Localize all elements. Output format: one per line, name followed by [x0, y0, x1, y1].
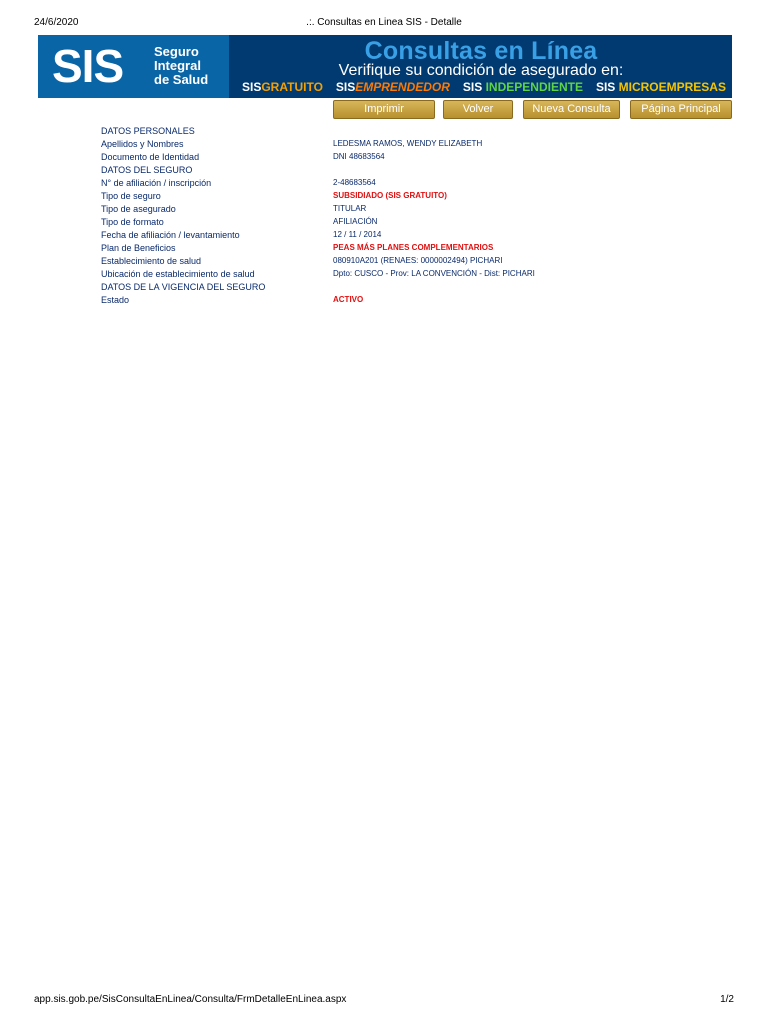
row-afiliacion — [101, 177, 661, 190]
status-value: ACTIVO — [333, 295, 364, 304]
field-label: Tipo de formato — [101, 217, 164, 227]
section-datos-seguro — [101, 164, 661, 177]
row-ubicacion — [101, 268, 661, 281]
field-value: DNI 48683564 — [333, 152, 385, 161]
program-microempresas: SIS MICROEMPRESAS — [595, 80, 726, 94]
section-heading: DATOS PERSONALES — [101, 126, 195, 136]
print-header — [34, 17, 734, 31]
print-url: app.sis.gob.pe/SisConsultaEnLinea/Consulta/FrmDetalleEnLinea.aspx — [34, 994, 347, 1005]
page-number: 1/2 — [720, 994, 734, 1005]
detail-table — [101, 125, 661, 307]
logo-line-3: de Salud — [154, 72, 209, 87]
field-value: 080910A201 (RENAES: 0000002494) PICHARI — [333, 256, 503, 265]
imprimir-button[interactable]: Imprimir — [333, 100, 435, 119]
field-label: Plan de Beneficios — [101, 243, 176, 253]
logo-line-2: Integral — [154, 58, 201, 73]
section-heading: DATOS DEL SEGURO — [101, 165, 193, 175]
logo-mark: SIS — [52, 40, 124, 92]
field-value: SUBSIDIADO (SIS GRATUITO) — [333, 191, 447, 200]
row-estado — [101, 294, 661, 307]
field-label: Establecimiento de salud — [101, 256, 202, 266]
row-documento — [101, 151, 661, 164]
nueva-consulta-button[interactable]: Nueva Consulta — [523, 100, 620, 119]
field-value: PEAS MÁS PLANES COMPLEMENTARIOS — [333, 243, 494, 252]
field-value: LEDESMA RAMOS, WENDY ELIZABETH — [333, 139, 483, 148]
row-tipo-seguro — [101, 190, 661, 203]
program-list — [242, 80, 726, 94]
row-establecimiento — [101, 255, 661, 268]
field-label: Documento de Identidad — [101, 152, 200, 162]
field-value: TITULAR — [333, 204, 367, 213]
field-value: 2-48683564 — [333, 178, 376, 187]
banner-subtitle: Verifique su condición de asegurado en: — [338, 62, 624, 79]
print-date: 24/6/2020 — [34, 17, 79, 28]
section-heading: DATOS DE LA VIGENCIA DEL SEGURO — [101, 282, 266, 292]
row-tipo-formato — [101, 216, 661, 229]
volver-button[interactable]: Volver — [443, 100, 513, 119]
field-label: Estado — [101, 295, 130, 305]
field-value: 12 / 11 / 2014 — [333, 230, 382, 239]
row-fecha-afiliacion — [101, 229, 661, 242]
pagina-principal-button[interactable]: Página Principal — [630, 100, 732, 119]
sis-logo — [38, 35, 229, 98]
field-value: Dpto: CUSCO - Prov: LA CONVENCIÓN - Dist: PICHARI — [333, 269, 535, 278]
section-vigencia — [101, 281, 661, 294]
program-emprendedor: SISEMPRENDEDOR — [335, 80, 450, 94]
field-label: Tipo de asegurado — [101, 204, 176, 214]
banner-title: Consultas en Línea — [364, 37, 598, 65]
field-value: AFILIACIÓN — [333, 217, 378, 226]
field-label: Ubicación de establecimiento de salud — [101, 269, 255, 279]
field-label: Apellidos y Nombres — [101, 139, 184, 149]
program-gratuito: SISGRATUITO — [242, 80, 323, 94]
row-apellidos — [101, 138, 661, 151]
sis-banner — [38, 35, 732, 98]
logo-line-1: Seguro — [154, 44, 199, 59]
row-tipo-asegurado — [101, 203, 661, 216]
field-label: Fecha de afiliación / levantamiento — [101, 230, 240, 240]
print-footer — [34, 994, 734, 1008]
row-plan-beneficios — [101, 242, 661, 255]
print-page-title: .:. Consultas en Linea SIS - Detalle — [306, 17, 462, 28]
section-datos-personales — [101, 125, 661, 138]
action-buttons — [333, 100, 732, 120]
field-label: Tipo de seguro — [101, 191, 161, 201]
program-independiente: SIS INDEPENDIENTE — [462, 80, 583, 94]
field-label: N° de afiliación / inscripción — [101, 178, 212, 188]
logo-text — [154, 45, 208, 87]
